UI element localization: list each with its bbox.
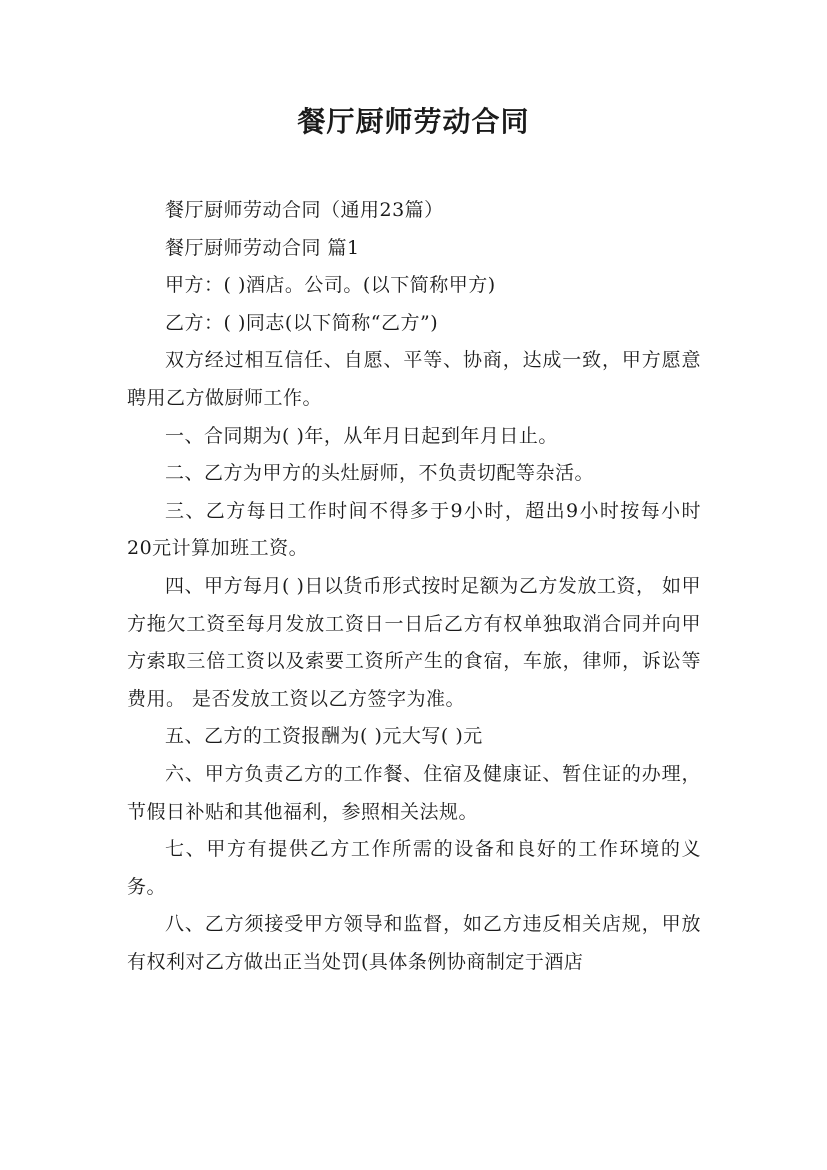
clause-4: 四、甲方每月( )日以货币形式按时足额为乙方发放工资， 如甲方拖欠工资至每月发放工资日一日后乙方有权单独取消合同并向甲方索取三倍工资以及索要工资所产生的食宿，车旅，律师，诉讼等费用。 是否发放工资以乙方签字为准。: [127, 574, 701, 710]
clause-2: 二、乙方为甲方的头灶厨师，不负责切配等杂活。: [165, 462, 595, 485]
paragraph-party-a: 甲方：( )酒店。公司。(以下简称甲方): [165, 274, 496, 297]
clause-5: 五、乙方的工资报酬为( )元大写( )元: [165, 725, 483, 748]
paragraph-subtitle: 餐厅厨师劳动合同（通用23篇）: [165, 199, 444, 221]
paragraph-chapter-heading: 餐厅厨师劳动合同 篇1: [165, 236, 360, 259]
clause-1: 一、合同期为( )年，从年月日起到年月日止。: [165, 424, 558, 447]
paragraph-agreement: 双方经过相互信任、自愿、平等、协商，达成一致，甲方愿意聘用乙方做厨师工作。: [127, 349, 701, 409]
document-body: [127, 192, 701, 981]
clause-7: 七、甲方有提供乙方工作所需的设备和良好的工作环境的义务。: [127, 838, 701, 898]
clause-3: 三、乙方每日工作时间不得多于9小时，超出9小时按每小时20元计算加班工资。: [127, 499, 701, 560]
paragraph-party-b: 乙方：( )同志(以下简称“乙方”): [165, 311, 439, 334]
clause-8: 八、乙方须接受甲方领导和监督，如乙方违反相关店规，甲放有权利对乙方做出正当处罚(具体条例协商制定于酒店: [127, 913, 701, 973]
clause-6: 六、甲方负责乙方的工作餐、住宿及健康证、暂住证的办理，节假日补贴和其他福利，参照相关法规。: [127, 762, 701, 823]
document-title: 餐厅厨师劳动合同: [297, 105, 530, 138]
